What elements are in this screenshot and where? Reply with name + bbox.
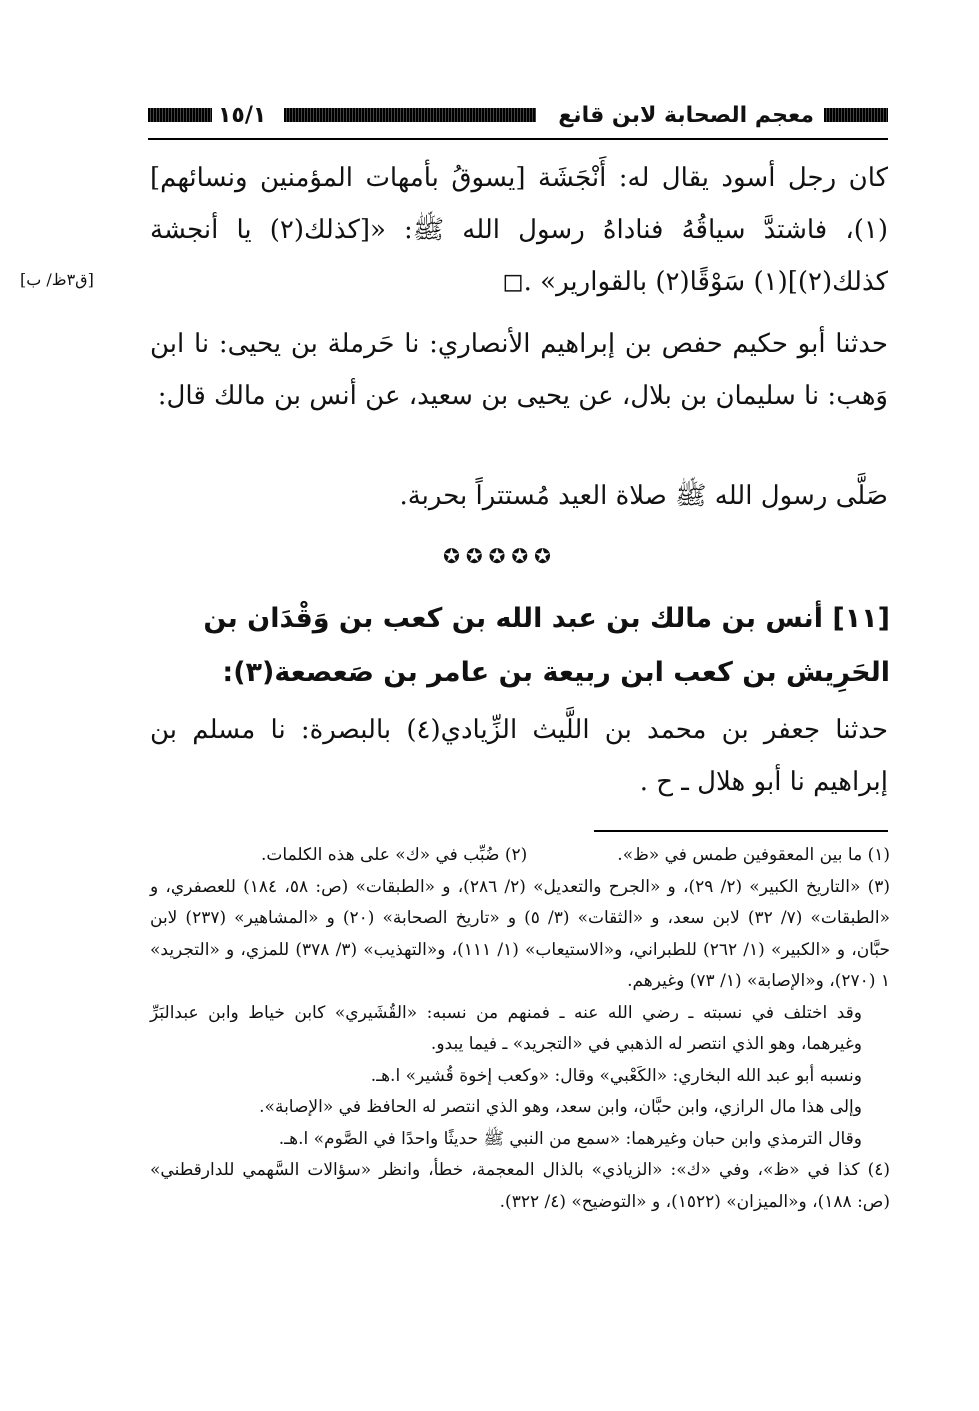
entry-heading: [١١] أنس بن مالك بن عبد الله بن كعب بن وَقْدَان بن الحَرِيش بن كعب ابن ربيعة بن عامر بن صَعصعة(٣):: [203, 603, 890, 688]
footnote-row-1-2: [150, 840, 890, 872]
paragraph-eid-prayer: صَلَّى رسول الله ﷺ صلاة العيد مُستتراً بحربة.: [399, 481, 888, 511]
footnote-3-continuation-a: وقد اختلف في نسبته ـ رضي الله عنه ـ فمنهم من نسبه: «القُشَيري» كابن خياط وابن عبدالبَرِّ وغيرهما، وهو الذي انتصر له الذهبي في «التجريد» ـ فيما يبدو.: [150, 1002, 862, 1054]
section-separator: ✪✪✪✪✪: [443, 544, 557, 568]
footnotes: [150, 840, 890, 1218]
book-title: معجم الصحابة لابن قانع: [558, 102, 814, 128]
footnote-2: (٢) ضُبِّب في «ك» على هذه الكلمات.: [261, 845, 528, 865]
header-ornament-middle: [284, 108, 536, 122]
header-rule: [148, 138, 888, 140]
page-number: ١٥/١: [218, 102, 267, 128]
paragraph-isnad: حدثنا أبو حكيم حفص بن إبراهيم الأنصاري: نا حَرملة بن يحيى: نا ابن وَهب: نا سليمان بن بلال، عن يحيى بن سعيد، عن أنس بن مالك قال:: [150, 329, 888, 411]
running-header: [148, 92, 888, 138]
paragraph-hadith-anjasha: كان رجل أسود يقال له: أَنْجَشَة [يسوقُ بأمهات المؤمنين ونسائهم](١)، فاشتدَّ سياقُهُ فناداهُ رسول الله ﷺ: «[كذلك(٢) يا أنجشة كذلك(٢)](١) سَوْقًا(٢) بالقوارير» .◻: [150, 163, 888, 297]
footnote-3-continuation-b: ونسبه أبو عبد الله البخاري: «الكَعْبي» وقال: «وكعب إخوة قُشير» ا.هـ.: [370, 1065, 862, 1086]
footnote-3-continuation-c: وإلى هذا مال الرازي، وابن حبَّان، وابن سعد، وهو الذي انتصر له الحافظ في «الإصابة».: [259, 1097, 862, 1117]
header-ornament-left: [148, 108, 212, 122]
paragraph-entry-isnad: حدثنا جعفر بن محمد بن اللَّيث الزِّيادي(٤) بالبصرة: نا مسلم بن إبراهيم نا أبو هلال ـ ح .: [150, 715, 888, 797]
footnote-3: (٣) «التاريخ الكبير» (٢/ ٢٩)، و «الجرح والتعديل» (٢/ ٢٨٦)، و «الطبقات» (ص: ٥٨، ١٨٤) للعصفري، و «الطبقات» (٧/ ٣٢) لابن سعد، و «الثقات» (٣/ ٥) و «تاريخ الصحابة» (٢٠) و «المشاهير» (٢٣٧) لابن حبَّان، و «الكبير» (١/ ٢٦٢) للطبراني، و«الاستيعاب» (١/ ١١١)، و«التهذيب» (٣/ ٣٧٨) للمزي، و «التجريد» ١ (٢٧٠)، و«الإصابة» (١/ ٧٣) وغيرهم.: [150, 876, 891, 991]
footnote-4: (٤) كذا في «ظ»، وفي «ك»: «الزياذي» بالذال المعجمة، خطأ، وانظر «سؤالات السَّهمي للدارقطني» (ص: ١٨٨)، و«الميزان» (١٥٢٢)، و «التوضيح» (٤/ ٣٢٢).: [150, 1160, 890, 1212]
footnote-3-continuation-d: وقال الترمذي وابن حبان وغيرهما: «سمع من النبي ﷺ حديثًا واحدًا في الصَّوم» ا.هـ.: [278, 1128, 862, 1149]
manuscript-folio-note: [ق٣ظ/ ب]: [20, 270, 94, 289]
footnote-rule: [594, 830, 888, 832]
header-ornament-right: [824, 108, 888, 122]
footnote-1: (١) ما بين المعقوفين طمس في «ظ».: [617, 845, 890, 865]
